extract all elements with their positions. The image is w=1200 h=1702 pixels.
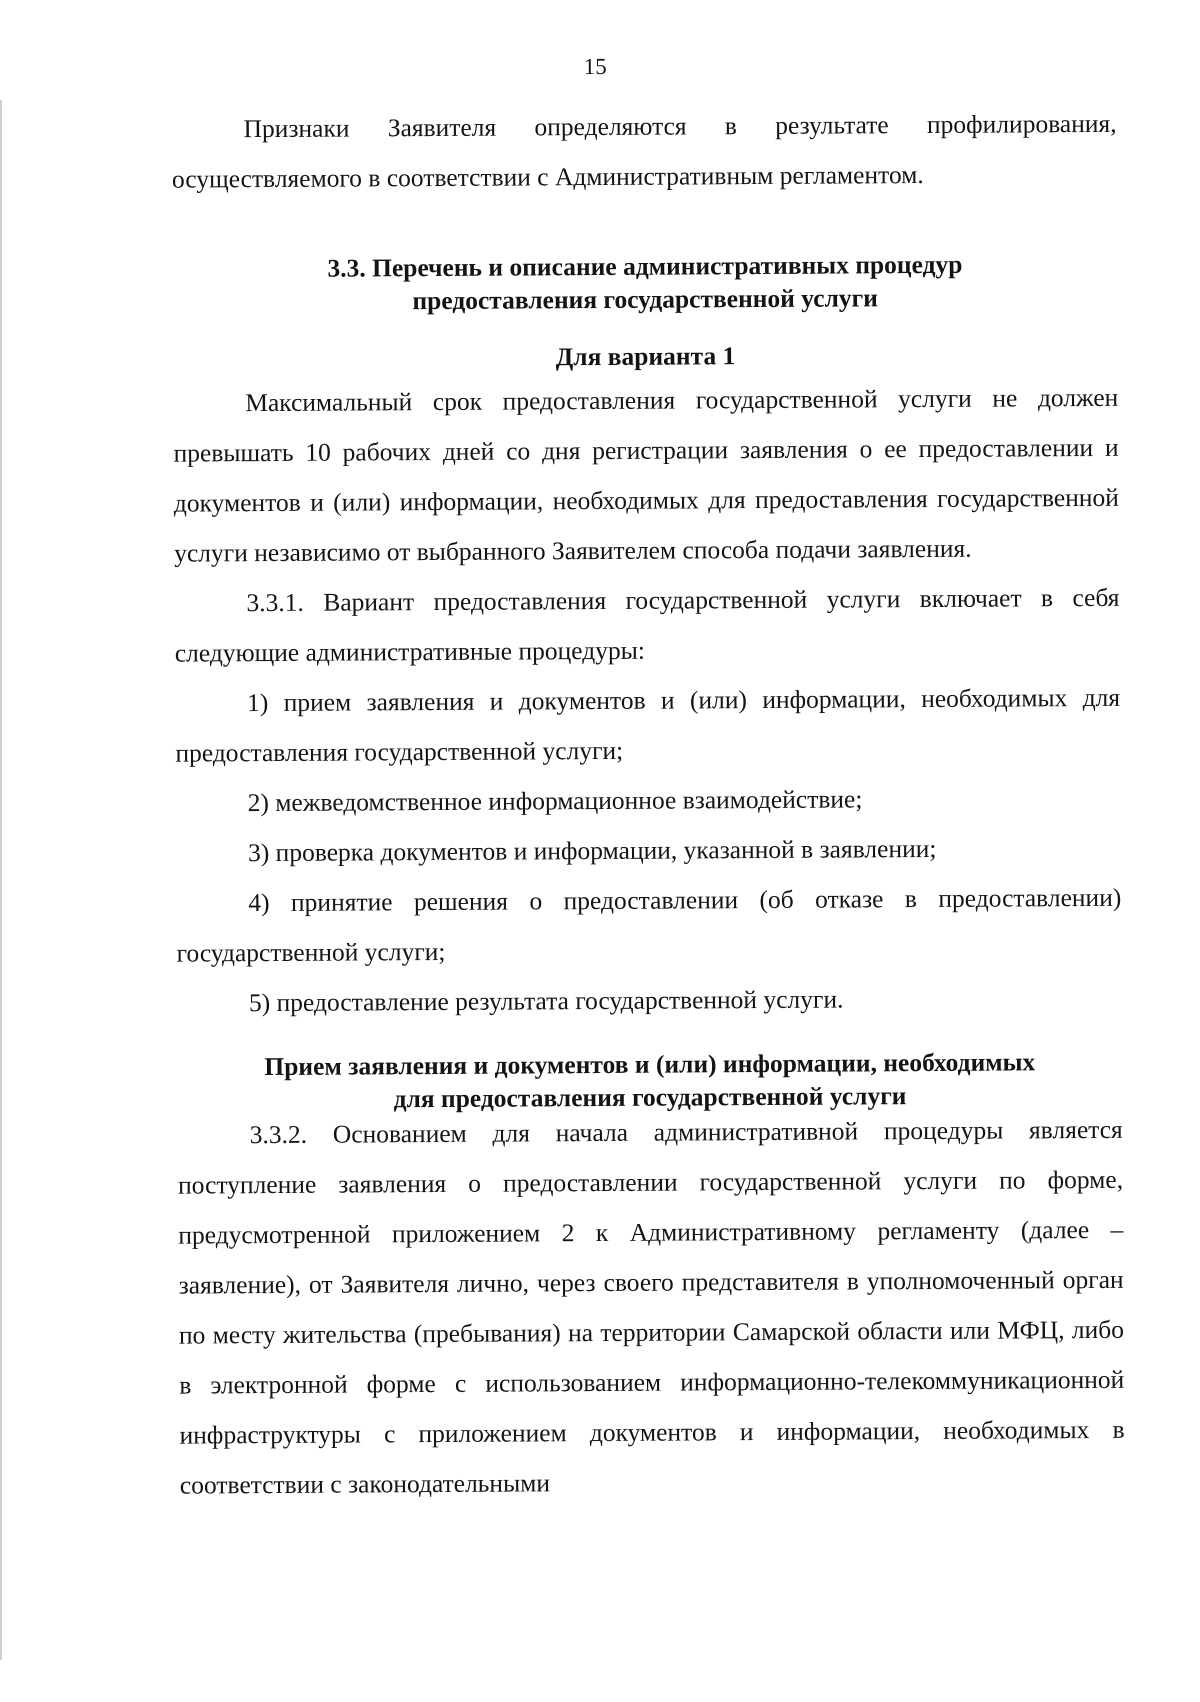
paragraph-3-3-1: 3.3.1. Вариант предоставления государственной услуги включает в себя следующие административные процедуры: <box>174 582 1120 668</box>
procedure-item: 2) межведомственное информационное взаимодействие; <box>247 784 863 818</box>
paragraph-max-term: Максимальный срок предоставления государственной услуги не должен превышать 10 рабочих дней со дня регистрации заявления о ее предоставлении и документов и (или) информации, необходимых для предоставления государственной услуги независимо от выбранного Заявителем способа подачи заявления. <box>173 382 1119 568</box>
final-text-block <box>178 1105 1125 1511</box>
variant-heading: Для варианта 1 <box>555 341 736 372</box>
subsection-heading-line1: Прием заявления и документов и (или) информации, необходимых <box>264 1047 1036 1082</box>
procedure-item: 3) проверка документов и информации, указанной в заявлении; <box>247 833 937 868</box>
page-number: 15 <box>583 53 607 80</box>
paragraph-3-3-2: 3.3.2. Основанием для начала административной процедуры является поступление заявления о предоставлении государственной услуги по форме, предусмотренной приложением 2 к Административному регламенту (далее – заявление), от Заявителя лично, через своего представителя в уполномоченный орган по месту жительства (пребывания) на территории Самарской области или МФЦ, либо в электронной форме с использованием информационно-телекоммуникационной инфраструктуры с приложением документов и информации, необходимых в соответствии с законодательными <box>177 1114 1125 1500</box>
section-heading-line1: 3.3. Перечень и описание административных процедур <box>327 249 963 283</box>
procedure-item: 1) прием заявления и документов и (или) информации, необходимых для предоставления государственной услуги; <box>175 682 1121 768</box>
procedure-item: 5) предоставление результата государственной услуги. <box>248 984 844 1018</box>
intro-paragraph: Признаки Заявителя определяются в результате профилирования, осуществляемого в соответствии с Административным регламентом. <box>171 108 1117 194</box>
section-heading-line2: предоставления государственной услуги <box>412 283 878 316</box>
section-heading <box>172 247 1117 319</box>
procedure-item: 4) принятие решения о предоставлении (об отказе в предоставлении) государственной услуги; <box>176 882 1122 968</box>
subsection-heading-line2: для предоставления государственной услуги <box>393 1081 907 1114</box>
main-text-block <box>173 373 1122 1029</box>
intro-block <box>171 99 1117 205</box>
